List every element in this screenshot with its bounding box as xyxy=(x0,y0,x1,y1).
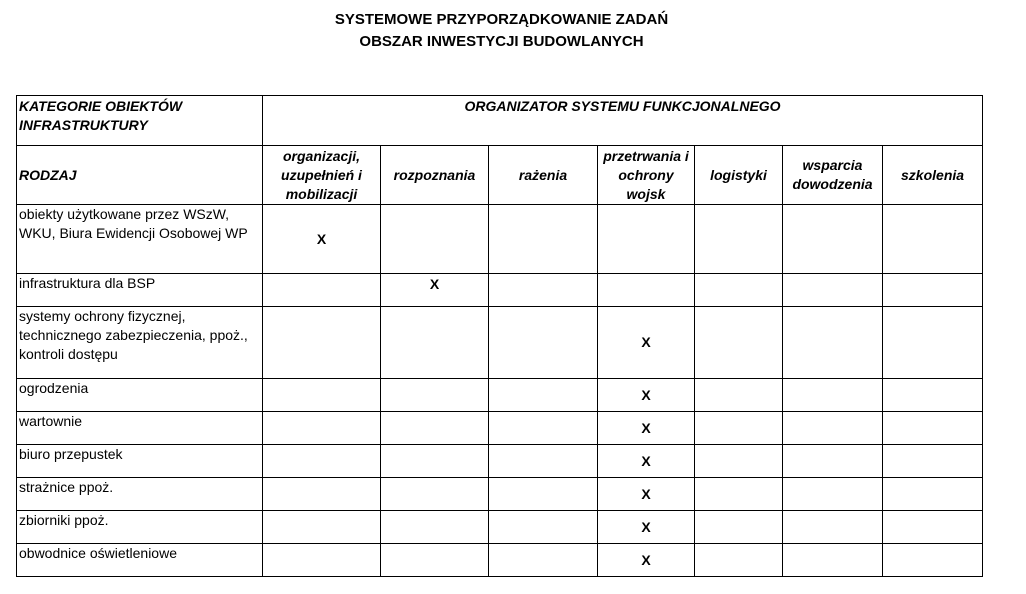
mark-cell xyxy=(381,511,489,544)
mark-cell xyxy=(489,307,598,379)
table-row xyxy=(17,307,983,379)
mark-cell xyxy=(598,205,695,274)
mark-cell xyxy=(381,379,489,412)
mark-cell xyxy=(263,445,381,478)
table-row xyxy=(17,511,983,544)
mark-cell xyxy=(381,478,489,511)
mark-cell xyxy=(695,445,783,478)
mark-cell xyxy=(381,307,489,379)
mark-cell xyxy=(263,544,381,577)
row-label: ogrodzenia xyxy=(17,379,263,412)
mark-cell xyxy=(783,445,883,478)
mark-cell: X xyxy=(598,412,695,445)
mark-cell xyxy=(381,445,489,478)
mark-cell xyxy=(883,511,983,544)
table-row xyxy=(17,544,983,577)
row-label: wartownie xyxy=(17,412,263,445)
assignment-table xyxy=(16,95,983,577)
table-row xyxy=(17,478,983,511)
mark-cell xyxy=(783,511,883,544)
mark-cell xyxy=(883,307,983,379)
mark-cell xyxy=(695,307,783,379)
document-title-line-2: OBSZAR INWESTYCJI BUDOWLANYCH xyxy=(359,33,644,50)
mark-cell xyxy=(695,412,783,445)
category-header: KATEGORIE OBIEKTÓW INFRASTRUKTURY xyxy=(17,96,263,146)
mark-cell xyxy=(695,274,783,307)
mark-cell xyxy=(883,478,983,511)
mark-cell xyxy=(263,379,381,412)
mark-cell xyxy=(381,544,489,577)
column-header: rażenia xyxy=(489,146,598,205)
mark-cell xyxy=(598,274,695,307)
table-row xyxy=(17,379,983,412)
column-header: wsparcia dowodzenia xyxy=(783,146,883,205)
mark-cell xyxy=(695,379,783,412)
row-label: strażnice ppoż. xyxy=(17,478,263,511)
mark-cell: X xyxy=(598,379,695,412)
mark-cell xyxy=(883,544,983,577)
row-label: zbiorniki ppoż. xyxy=(17,511,263,544)
mark-cell xyxy=(489,412,598,445)
mark-cell xyxy=(489,544,598,577)
header-row-columns xyxy=(17,146,983,205)
mark-cell xyxy=(263,307,381,379)
mark-cell xyxy=(381,412,489,445)
mark-cell: X xyxy=(598,478,695,511)
mark-cell xyxy=(783,544,883,577)
document-title-line-1: SYSTEMOWE PRZYPORZĄDKOWANIE ZADAŃ xyxy=(334,11,669,28)
table-row xyxy=(17,412,983,445)
mark-cell xyxy=(695,478,783,511)
mark-cell xyxy=(695,205,783,274)
mark-cell: X xyxy=(598,544,695,577)
mark-cell xyxy=(695,544,783,577)
mark-cell: X xyxy=(598,307,695,379)
mark-cell xyxy=(489,445,598,478)
mark-cell xyxy=(783,307,883,379)
table-row xyxy=(17,445,983,478)
row-label: infrastruktura dla BSP xyxy=(17,274,263,307)
mark-cell xyxy=(783,478,883,511)
mark-cell: X xyxy=(598,511,695,544)
header-row-categories xyxy=(17,96,983,146)
mark-cell xyxy=(783,412,883,445)
mark-cell xyxy=(883,274,983,307)
mark-cell xyxy=(783,274,883,307)
column-header: organizacji, uzupełnień i mobilizacji xyxy=(263,146,381,205)
mark-cell xyxy=(489,205,598,274)
row-label: biuro przepustek xyxy=(17,445,263,478)
mark-cell xyxy=(263,274,381,307)
mark-cell xyxy=(695,511,783,544)
column-header: szkolenia xyxy=(883,146,983,205)
mark-cell xyxy=(883,205,983,274)
mark-cell xyxy=(263,478,381,511)
mark-cell xyxy=(883,445,983,478)
column-header: przetrwania i ochrony wojsk xyxy=(598,146,695,205)
table-row xyxy=(17,274,983,307)
mark-cell: X xyxy=(381,274,489,307)
mark-cell xyxy=(263,412,381,445)
mark-cell xyxy=(381,205,489,274)
row-label: obiekty użytkowane przez WSzW, WKU, Biura Ewidencji Osobowej WP xyxy=(17,205,263,274)
mark-cell: X xyxy=(263,205,381,274)
mark-cell xyxy=(489,511,598,544)
mark-cell xyxy=(783,205,883,274)
column-header: logistyki xyxy=(695,146,783,205)
mark-cell xyxy=(263,511,381,544)
type-header: RODZAJ xyxy=(17,146,263,205)
row-label: systemy ochrony fizycznej, technicznego zabezpieczenia, ppoż., kontroli dostępu xyxy=(17,307,263,379)
mark-cell xyxy=(783,379,883,412)
row-label: obwodnice oświetleniowe xyxy=(17,544,263,577)
mark-cell xyxy=(489,274,598,307)
mark-cell xyxy=(489,478,598,511)
table-row xyxy=(17,205,983,274)
organizer-header: ORGANIZATOR SYSTEMU FUNKCJONALNEGO xyxy=(263,96,983,146)
mark-cell xyxy=(883,379,983,412)
column-header: rozpoznania xyxy=(381,146,489,205)
mark-cell: X xyxy=(598,445,695,478)
mark-cell xyxy=(489,379,598,412)
mark-cell xyxy=(883,412,983,445)
